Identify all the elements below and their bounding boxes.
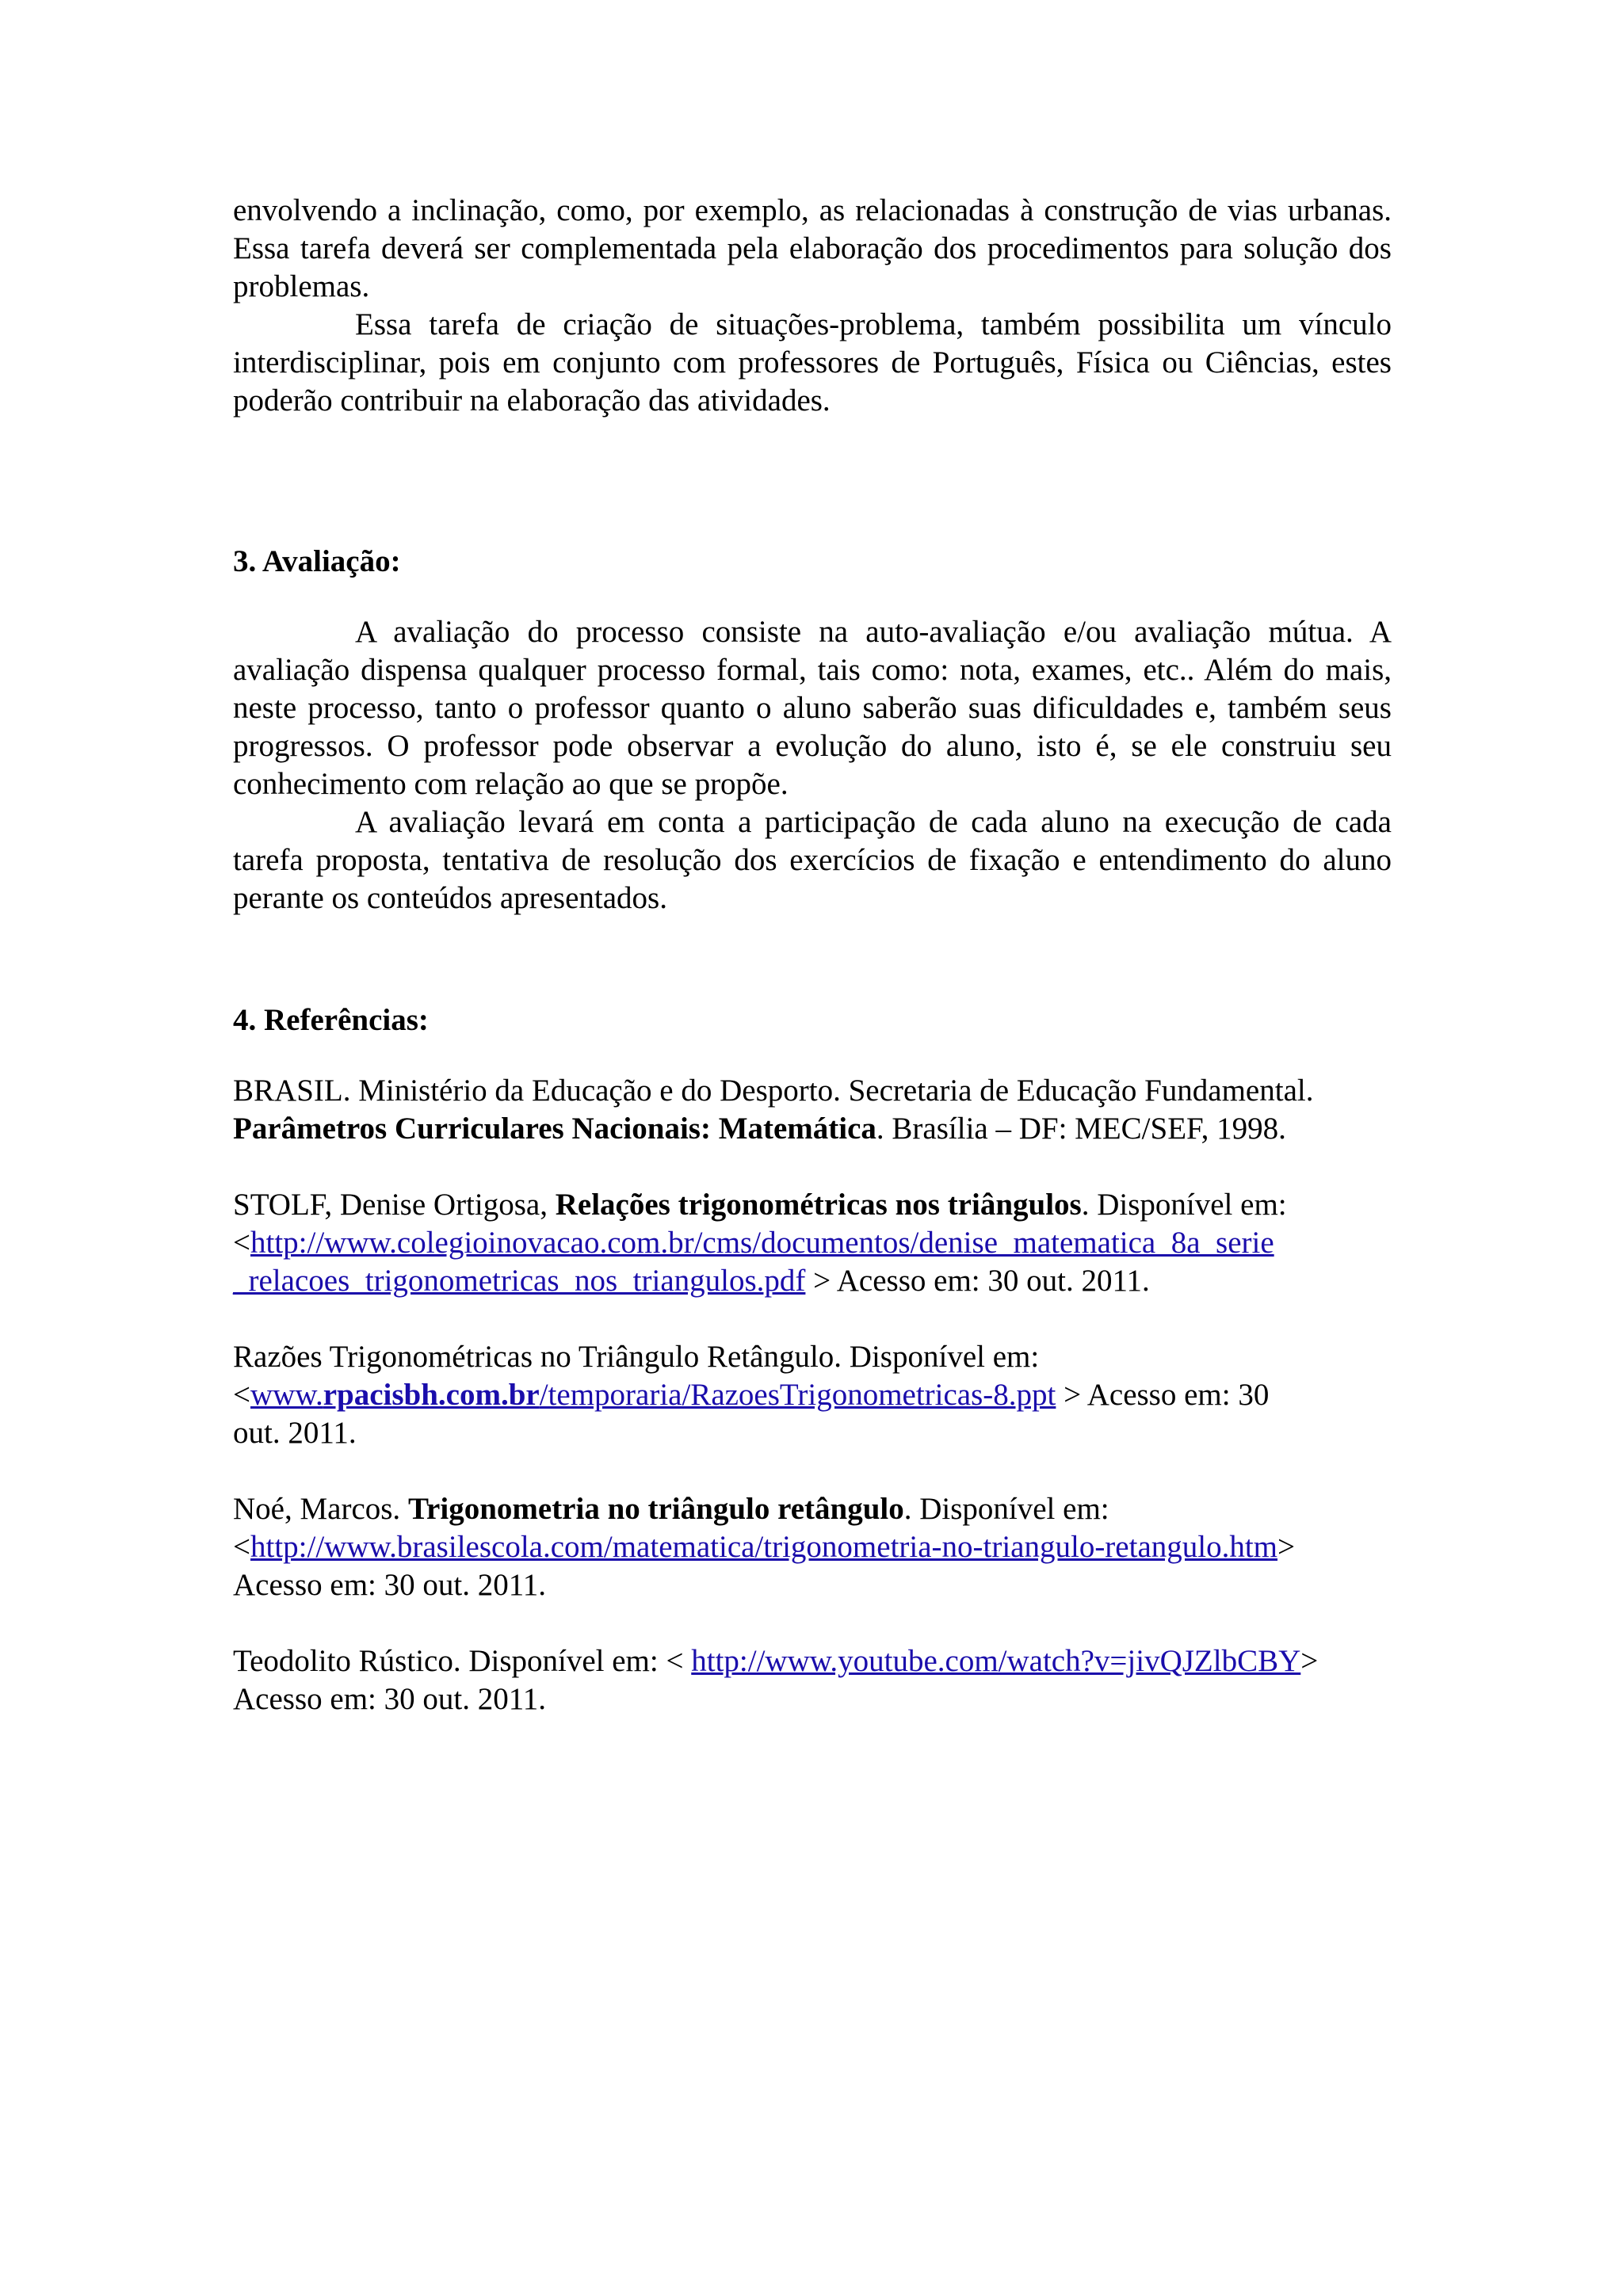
reference-brasil-title: Parâmetros Curriculares Nacionais: Matemática (233, 1112, 876, 1146)
reference-noe-avail: . Disponível em: (903, 1492, 1109, 1526)
intro-paragraph-1: envolvendo a inclinação, como, por exemplo, as relacionadas à construção de vias urbanas. Essa tarefa deverá ser complementada pela elaboração dos procedimentos para solução dos problemas. (233, 193, 1392, 303)
intro-paragraph-2: Essa tarefa de criação de situações-problema, também possibilita um vínculo interdisciplinar, pois em conjunto com professores de Português, Física ou Ciências, estes poderão contribuir na elaboração das atividades. (233, 307, 1392, 418)
reference-noe-author: Noé, Marcos. (233, 1492, 408, 1526)
reference-brasil-tail: . Brasília – DF: MEC/SEF, 1998. (876, 1112, 1286, 1146)
reference-noe-line3: Acesso em: 30 out. 2011. (233, 1568, 547, 1602)
reference-stolf-line1 (233, 1186, 1392, 1300)
reference-teodolito-gt: > (1300, 1644, 1319, 1678)
reference-brasil-line2 (233, 1110, 1392, 1148)
reference-razoes-line3: out. 2011. (233, 1416, 357, 1450)
reference-brasil (233, 1072, 1392, 1148)
reference-razoes-access-1: > Acesso em: 30 (1056, 1378, 1270, 1412)
reference-teodolito-link[interactable]: http://www.youtube.com/watch?v=jivQJZlbCBY (691, 1644, 1301, 1678)
page-content (233, 192, 1392, 1718)
reference-teodolito (233, 1642, 1392, 1718)
reference-noe-line2 (233, 1528, 1392, 1566)
reference-razoes-link-a[interactable]: www. (250, 1378, 323, 1412)
section-heading-referencias: 4. Referências: (233, 1003, 429, 1037)
reference-razoes-line2 (233, 1376, 1392, 1414)
reference-razoes-lt: < (233, 1378, 250, 1412)
reference-noe-lt: < (233, 1530, 250, 1564)
reference-razoes-link-b[interactable]: rpacisbh.com.br (323, 1378, 540, 1412)
reference-noe-link[interactable]: http://www.brasilescola.com/matematica/trigonometria-no-triangulo-retangulo.htm (250, 1530, 1278, 1564)
reference-razoes-link-c[interactable]: /temporaria/RazoesTrigonometricas-8.ppt (539, 1378, 1056, 1412)
reference-noe-title: Trigonometria no triângulo retângulo (407, 1492, 904, 1526)
reference-stolf-link-part2[interactable]: _relacoes_trigonometricas_nos_triangulos.pdf (233, 1264, 806, 1298)
avaliacao-paragraph-2: A avaliação levará em conta a participação de cada aluno na execução de cada tarefa proposta, tentativa de resolução dos exercícios de fixação e entendimento do aluno perante os conteúdos apresentados. (233, 805, 1392, 915)
reference-stolf (233, 1186, 1392, 1300)
reference-noe-gt: > (1277, 1530, 1296, 1564)
reference-noe-line1 (233, 1490, 1392, 1528)
reference-teodolito-text: Teodolito Rústico. Disponível em: < (233, 1644, 692, 1678)
reference-brasil-line1: BRASIL. Ministério da Educação e do Desporto. Secretaria de Educação Fundamental. (233, 1074, 1314, 1108)
reference-stolf-author: STOLF, Denise Ortigosa, (233, 1188, 556, 1222)
reference-teodolito-line2: Acesso em: 30 out. 2011. (233, 1682, 547, 1716)
reference-razoes-line1: Razões Trigonométricas no Triângulo Retângulo. Disponível em: (233, 1340, 1040, 1374)
avaliacao-paragraph-1: A avaliação do processo consiste na auto-avaliação e/ou avaliação mútua. A avaliação dispensa qualquer processo formal, tais como: nota, exames, etc.. Além do mais, neste processo, tanto o professor quanto o aluno saberão suas dificuldades e, também seus progressos. O professor pode observar a evolução do aluno, isto é, se ele construiu seu conhecimento com relação ao que se propõe. (233, 615, 1392, 801)
reference-stolf-access: > Acesso em: 30 out. 2011. (805, 1264, 1150, 1298)
reference-razoes (233, 1338, 1392, 1452)
reference-stolf-avail: . Disponível em:< (233, 1188, 1287, 1260)
reference-stolf-link-part1[interactable]: http://www.colegioinovacao.com.br/cms/documentos/denise_matematica_8a_serie (250, 1226, 1274, 1260)
reference-teodolito-line1 (233, 1642, 1392, 1680)
reference-stolf-title: Relações trigonométricas nos triângulos (555, 1188, 1082, 1222)
section-heading-avaliacao: 3. Avaliação: (233, 544, 401, 578)
reference-razoes-link[interactable] (250, 1378, 1056, 1412)
reference-noe (233, 1490, 1392, 1604)
